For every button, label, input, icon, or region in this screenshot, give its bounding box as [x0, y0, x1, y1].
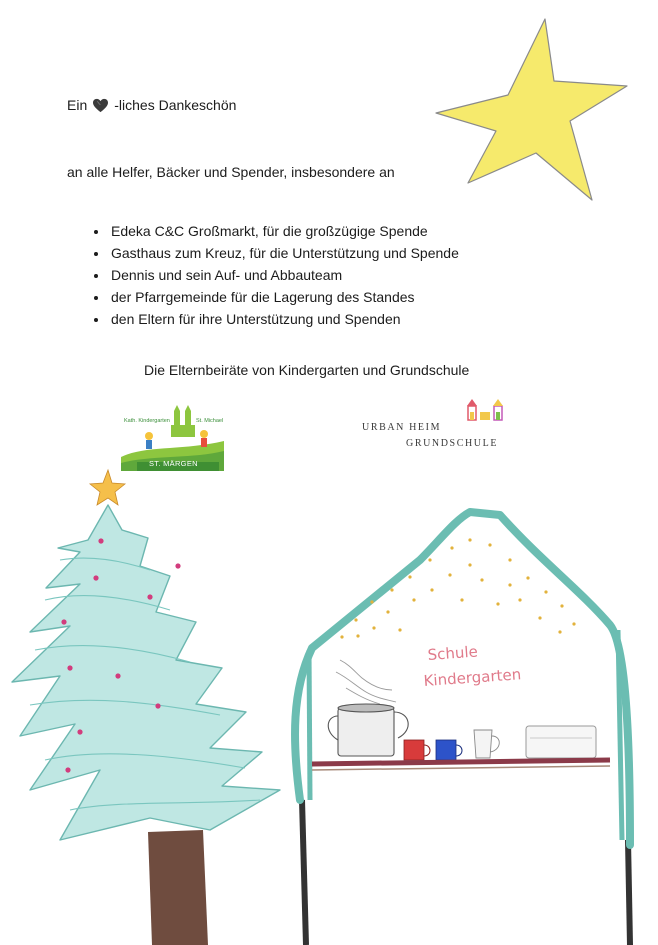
cup-red — [404, 740, 430, 760]
headline-start: Ein — [67, 97, 88, 113]
stand-post-left — [302, 800, 306, 945]
christmas-tree — [12, 505, 280, 840]
intro-text: an alle Helfer, Bäcker und Spender, insbesondere an — [67, 164, 395, 180]
list-item: • den Eltern für ihre Unterstützung und Spenden — [109, 308, 459, 330]
kettle — [328, 704, 408, 756]
list-item: • Edeka C&C Großmarkt, für die großzügige Spende — [109, 220, 459, 242]
kindergarten-label: Kath. Kindergarten — [124, 418, 170, 424]
jug — [474, 730, 499, 758]
list-item: • Dennis und sein Auf- und Abbauteam — [109, 264, 459, 286]
signature: Die Elternbeiräte von Kindergarten und Grundschule — [144, 362, 470, 378]
kindergarten-name: ST. MÄRGEN — [149, 459, 198, 468]
school-name-line2: GRUNDSCHULE — [406, 438, 499, 449]
cup-blue — [436, 740, 462, 760]
tree-star-icon — [90, 470, 125, 505]
headline-end: -liches Dankeschön — [114, 97, 237, 113]
stand-text-kindergarten: Kindergarten — [423, 665, 522, 690]
tree-trunk — [148, 830, 208, 945]
stand-counter — [312, 760, 610, 764]
steam — [336, 660, 396, 704]
school-name-line1: URBAN HEIM — [362, 422, 442, 433]
stand-post-right — [628, 840, 630, 945]
bread-box — [526, 726, 596, 758]
stand-text-schule: Schule — [427, 642, 479, 664]
list-item: • der Pfarrgemeinde für die Lagerung des Standes — [109, 286, 459, 308]
list-item: • Gasthaus zum Kreuz, für die Unterstützung und Spende — [109, 242, 459, 264]
kindergarten-saint-label: St. Michael — [196, 418, 224, 424]
